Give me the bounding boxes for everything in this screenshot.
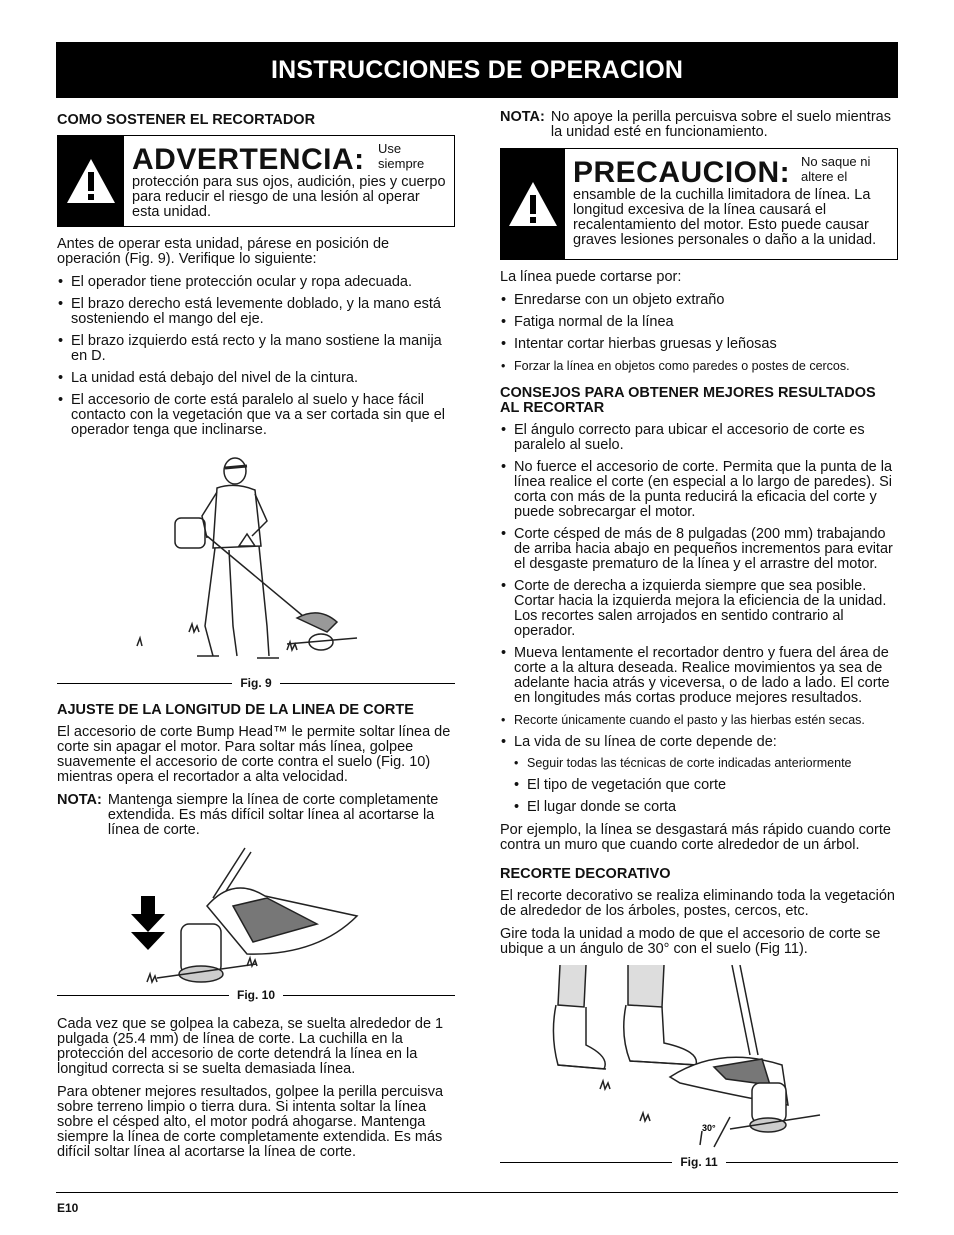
- line-length-paragraph-1: El accesorio de corte Bump Head™ le permite soltar línea de corte sin apagar el motor. Para soltar más línea, golpee suavemente el accesorio de corte contra el suelo (Fig. 10) mientras opera el recortador a alta velocidad.: [57, 724, 451, 785]
- warning-icon-cell: [58, 136, 124, 226]
- section-banner: [56, 42, 898, 98]
- fig10-bump-head-illustration: [57, 846, 455, 992]
- line-length-paragraph-2: Cada vez que se golpea la cabeza, se suelta alrededor de 1 pulgada (25.4 mm) de línea de corte. La cuchilla en la protección del accesorio de corte detendrá la línea en la longitud correcta si se suelta demasiada línea.: [57, 1016, 444, 1077]
- list-item: • Corte de derecha a izquierda siempre que sea posible. Cortar hacia la izquierda mejora la eficiencia de la unidad. Los recortes salen arrojados en sentido contrario al operador.: [500, 579, 898, 639]
- fig10-label: Fig. 10: [237, 988, 276, 1002]
- list-item: • La vida de su línea de corte depende de:: [500, 735, 898, 750]
- line-breaks-intro: La línea puede cortarse por:: [500, 269, 682, 285]
- warning-text: protección para sus ojos, audición, pies y cuerpo para reducir el riesgo de una lesión al operar esta unidad.: [132, 174, 446, 220]
- divider: [57, 683, 232, 684]
- list-item: • Seguir todas las técnicas de corte indicadas anteriormente: [500, 756, 898, 771]
- divider: [283, 995, 455, 996]
- list-item: • No fuerce el accesorio de corte. Permita que la punta de la línea realice el corte (en especial a lo largo de paredes). Si corta con más de la punta reducirá la eficacia del corte y puede sobrecargar el motor.: [500, 460, 898, 520]
- left-column: [57, 113, 455, 1168]
- tips-list: [500, 423, 898, 750]
- section-title-holding: COMO SOSTENER EL RECORTADOR: [57, 112, 316, 128]
- note-text: Mantenga siempre la línea de corte completamente extendida. Es más difícil soltar línea al acortarse la línea de corte.: [107, 792, 439, 838]
- section-title-line-length: AJUSTE DE LA LONGITUD DE LA LINEA DE CORTE: [57, 702, 414, 718]
- line-life-sublist: [500, 756, 898, 815]
- page-title: INSTRUCCIONES DE OPERACION: [271, 56, 684, 84]
- list-item: • El ángulo correcto para ubicar el accesorio de corte es paralelo al suelo.: [500, 423, 898, 453]
- right-column: [500, 110, 898, 1182]
- line-breaks-list: [500, 293, 898, 374]
- fig10-caption: [57, 988, 455, 1003]
- section-title-decorative: RECORTE DECORATIVO: [500, 866, 671, 882]
- list-item: • Fatiga normal de la línea: [500, 315, 898, 330]
- tips-example: Por ejemplo, la línea se desgastará más rápido cuando corte contra un muro que cuando corte alrededor de un árbol.: [500, 822, 891, 853]
- fig11-angle-label: 30°: [702, 1123, 716, 1133]
- fig9-label: Fig. 9: [240, 676, 272, 690]
- list-item: • Intentar cortar hierbas gruesas y leñosas: [500, 337, 898, 352]
- warning-box: [57, 135, 455, 227]
- line-length-paragraph-3: Para obtener mejores resultados, golpee la perilla percuisva sobre terreno limpio o tierra dura. Si intenta soltar la línea sobre el césped alto, el motor podrá ahogarse. Mantenga siempre la línea de corte completamente extendida. Es más difícil soltar línea al acortarse la línea de corte.: [57, 1084, 444, 1160]
- list-item: • El tipo de vegetación que corte: [500, 778, 898, 793]
- section-title-tips: CONSEJOS PARA OBTENER MEJORES RESULTADOS AL RECORTAR: [500, 385, 876, 416]
- fig9-caption: [57, 676, 455, 691]
- list-item: • El brazo derecho está levemente doblado, y la mano está sosteniendo el mango del eje.: [57, 297, 455, 327]
- fig9-operator-illustration: [57, 446, 455, 682]
- line-length-note: [57, 793, 455, 838]
- warning-triangle-icon: [507, 180, 559, 228]
- warning-body: [124, 136, 454, 226]
- note-label: NOTA:: [500, 109, 545, 125]
- note-text: No apoye la perilla percuisva sobre el suelo mientras la unidad esté en funcionamiento.: [550, 109, 891, 140]
- footer-divider: [56, 1192, 898, 1193]
- fig11-label: Fig. 11: [680, 1155, 718, 1169]
- caution-lead: No saque ni altere el: [801, 154, 871, 184]
- page-number: E10: [57, 1201, 79, 1215]
- divider: [280, 683, 455, 684]
- holding-checklist: [57, 275, 455, 438]
- list-item: • La unidad está debajo del nivel de la cintura.: [57, 371, 455, 386]
- caution-word: PRECAUCION:: [573, 156, 791, 189]
- decorative-paragraph-1: El recorte decorativo se realiza eliminando toda la vegetación de alrededor de los árboles, postes, cercos, etc.: [500, 888, 895, 919]
- warning-lead: Use siempre: [378, 141, 425, 171]
- list-item: • Corte césped de más de 8 pulgadas (200 mm) trabajando de arriba hacia abajo en pequeños incrementos para evitar el desgaste prematuro de la línea y el arrastre del motor.: [500, 527, 898, 572]
- divider: [726, 1162, 898, 1163]
- list-item: • Enredarse con un objeto extraño: [500, 293, 898, 308]
- list-item: • El lugar donde se corta: [500, 800, 898, 815]
- list-item: • El brazo izquierdo está recto y la mano sostiene la manija en D.: [57, 334, 455, 364]
- decorative-paragraph-2: Gire toda la unidad a modo de que el accesorio de corte se ubique a un ángulo de 30° con el suelo (Fig 11).: [500, 926, 881, 957]
- list-item: • Recorte únicamente cuando el pasto y las hierbas estén secas.: [500, 713, 898, 728]
- note-label: NOTA:: [57, 792, 102, 808]
- caution-box: [500, 148, 898, 260]
- caution-body: [565, 149, 897, 259]
- divider: [500, 1162, 672, 1163]
- warning-triangle-icon: [65, 157, 117, 205]
- fig11-decorative-trim-illustration: [500, 965, 898, 1161]
- warning-word: ADVERTENCIA:: [132, 143, 365, 176]
- caution-icon-cell: [501, 149, 565, 259]
- divider: [57, 995, 229, 996]
- fig11-wrapper: [500, 965, 898, 1161]
- bump-knob-note: [500, 110, 898, 140]
- holding-intro: Antes de operar esta unidad, párese en posición de operación (Fig. 9). Verifique lo siguiente:: [57, 236, 390, 267]
- caution-text: ensamble de la cuchilla limitadora de línea. La longitud excesiva de la línea causará el recalentamiento del motor. Esto puede causar graves lesiones personales o daño a la unidad.: [573, 187, 877, 248]
- list-item: • El operador tiene protección ocular y ropa adecuada.: [57, 275, 455, 290]
- list-item: • El accesorio de corte está paralelo al suelo y hace fácil contacto con la vegetación que va a ser cortada sin que el operador tenga que inclinarse.: [57, 393, 455, 438]
- list-item: • Forzar la línea en objetos como paredes o postes de cercos.: [500, 359, 898, 374]
- list-item: • Mueva lentamente el recortador dentro y fuera del área de corte a la altura deseada. Realice movimientos ya sea de adelante hacia atrás y viceversa, o de lado a lado. El corte en longitudes más cortas produce mejores resultados.: [500, 646, 898, 706]
